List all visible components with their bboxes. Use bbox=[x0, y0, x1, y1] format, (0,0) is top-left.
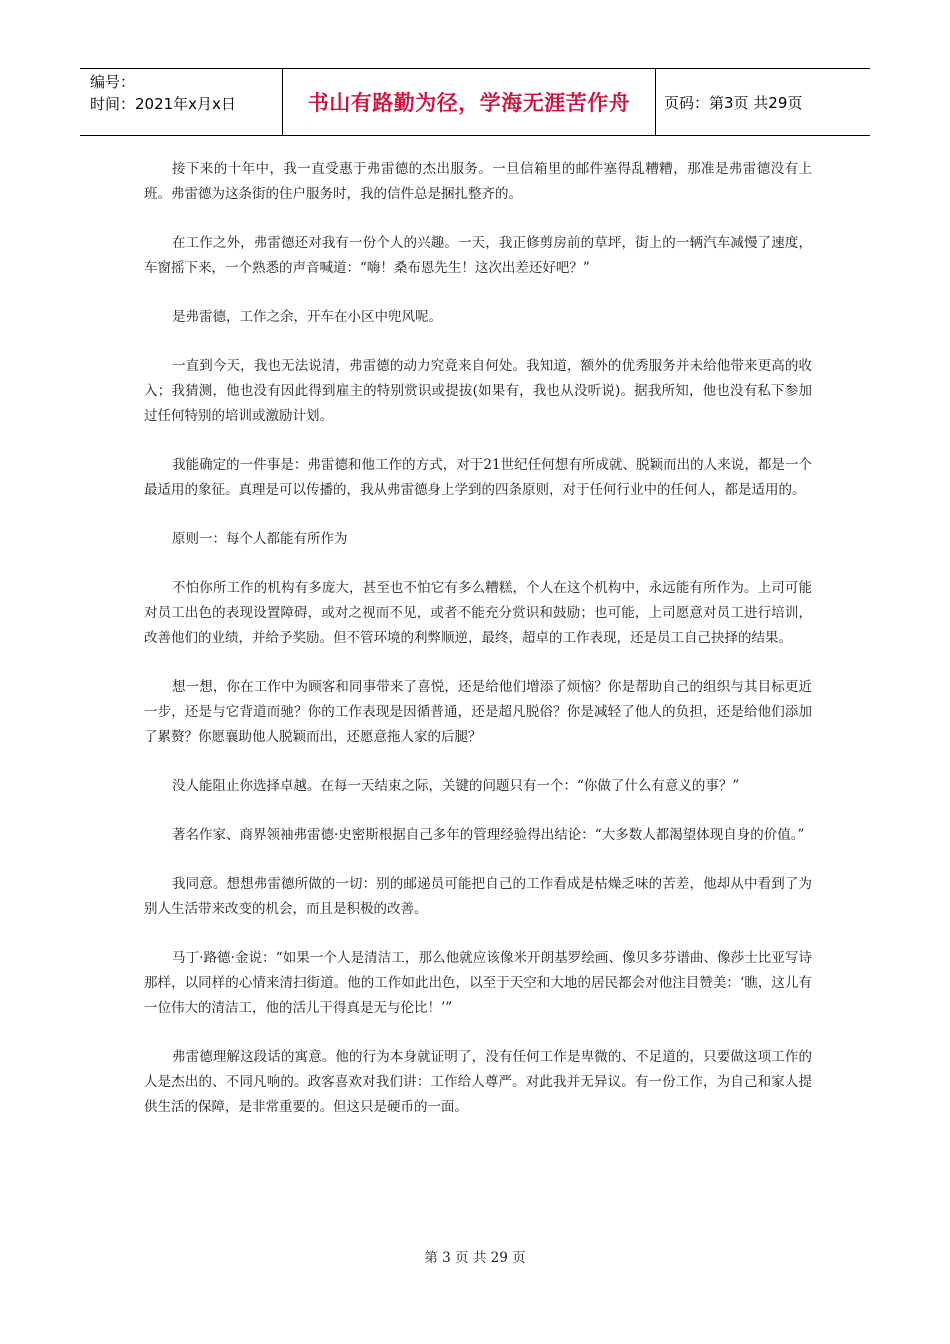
header-motto: 书山有路勤为径，学海无涯苦作舟 bbox=[283, 69, 656, 135]
page-footer: 第 3 页 共 29 页 bbox=[424, 1250, 526, 1266]
paragraph: 接下来的十年中，我一直受惠于弗雷德的杰出服务。一旦信箱里的邮件塞得乱糟糟，那准是弗雷德没有上班。弗雷德为这条街的住户服务时，我的信件总是捆扎整齐的。 bbox=[144, 161, 812, 202]
date-label: 时间：2021年x月x日 bbox=[90, 95, 236, 113]
paragraph: 是弗雷德，工作之余，开车在小区中兜风呢。 bbox=[172, 309, 442, 325]
paragraph: 弗雷德理解这段话的寓意。他的行为本身就证明了，没有任何工作是卑微的、不足道的，只要做这项工作的人是杰出的、不同凡响的。政客喜欢对我们讲：工作给人尊严。对此我并无异议。有一份工作，为自己和家人提供生活的保障，是非常重要的。但这只是硬币的一面。 bbox=[144, 1049, 812, 1115]
doc-number-label: 编号： bbox=[90, 73, 136, 91]
document-body bbox=[144, 157, 812, 1144]
paragraph: 在工作之外，弗雷德还对我有一份个人的兴趣。一天，我正修剪房前的草坪，街上的一辆汽车减慢了速度，车窗摇下来，一个熟悉的声音喊道：“嗨！桑布恩先生！这次出差还好吧？” bbox=[144, 235, 812, 276]
paragraph: 一直到今天，我也无法说清，弗雷德的动力究竟来自何处。我知道，额外的优秀服务并未给他带来更高的收入；我猜测，他也没有因此得到雇主的特别赏识或提拔(如果有，我也从没听说)。据我所知，他也没有私下参加过任何特别的培训或激励计划。 bbox=[144, 358, 812, 424]
page-header bbox=[80, 68, 870, 136]
section-heading: 原则一：每个人都能有所作为 bbox=[172, 531, 348, 547]
paragraph: 我能确定的一件事是：弗雷德和他工作的方式，对于21世纪任何想有所成就、脱颖而出的人来说，都是一个最适用的象征。真理是可以传播的，我从弗雷德身上学到的四条原则，对于任何行业中的任何人，都是适用的。 bbox=[144, 457, 812, 498]
header-meta-cell bbox=[80, 69, 283, 135]
header-page-info: 页码：第3页 共29页 bbox=[664, 93, 803, 112]
paragraph: 著名作家、商界领袖弗雷德·史密斯根据自己多年的管理经验得出结论：“大多数人都渴望体现自身的价值。” bbox=[172, 827, 805, 843]
paragraph: 没人能阻止你选择卓越。在每一天结束之际，关键的问题只有一个：“你做了什么有意义的事？” bbox=[172, 778, 740, 794]
paragraph: 马丁·路德·金说：“如果一个人是清洁工，那么他就应该像米开朗基罗绘画、像贝多芬谱曲、像莎士比亚写诗那样，以同样的心情来清扫街道。他的工作如此出色，以至于天空和大地的居民都会对他注目赞美：‘瞧，这儿有一位伟大的清洁工，他的活儿干得真是无与伦比！’” bbox=[144, 950, 812, 1016]
paragraph: 不怕你所工作的机构有多庞大，甚至也不怕它有多么糟糕，个人在这个机构中，永远能有所作为。上司可能对员工出色的表现设置障碍，或对之视而不见，或者不能充分赏识和鼓励；也可能，上司愿意对员工进行培训，改善他们的业绩，并给予奖励。但不管环境的利弊顺逆，最终，超卓的工作表现，还是员工自己抉择的结果。 bbox=[144, 580, 812, 646]
paragraph: 想一想，你在工作中为顾客和同事带来了喜悦，还是给他们增添了烦恼？你是帮助自己的组织与其目标更近一步，还是与它背道而驰？你的工作表现是因循普通，还是超凡脱俗？你是减轻了他人的负担，还是给他们添加了累赘？你愿襄助他人脱颖而出，还愿意拖人家的后腿？ bbox=[144, 679, 812, 745]
paragraph: 我同意。想想弗雷德所做的一切：别的邮递员可能把自己的工作看成是枯燥乏味的苦差，他却从中看到了为别人生活带来改变的机会，而且是积极的改善。 bbox=[144, 876, 812, 917]
